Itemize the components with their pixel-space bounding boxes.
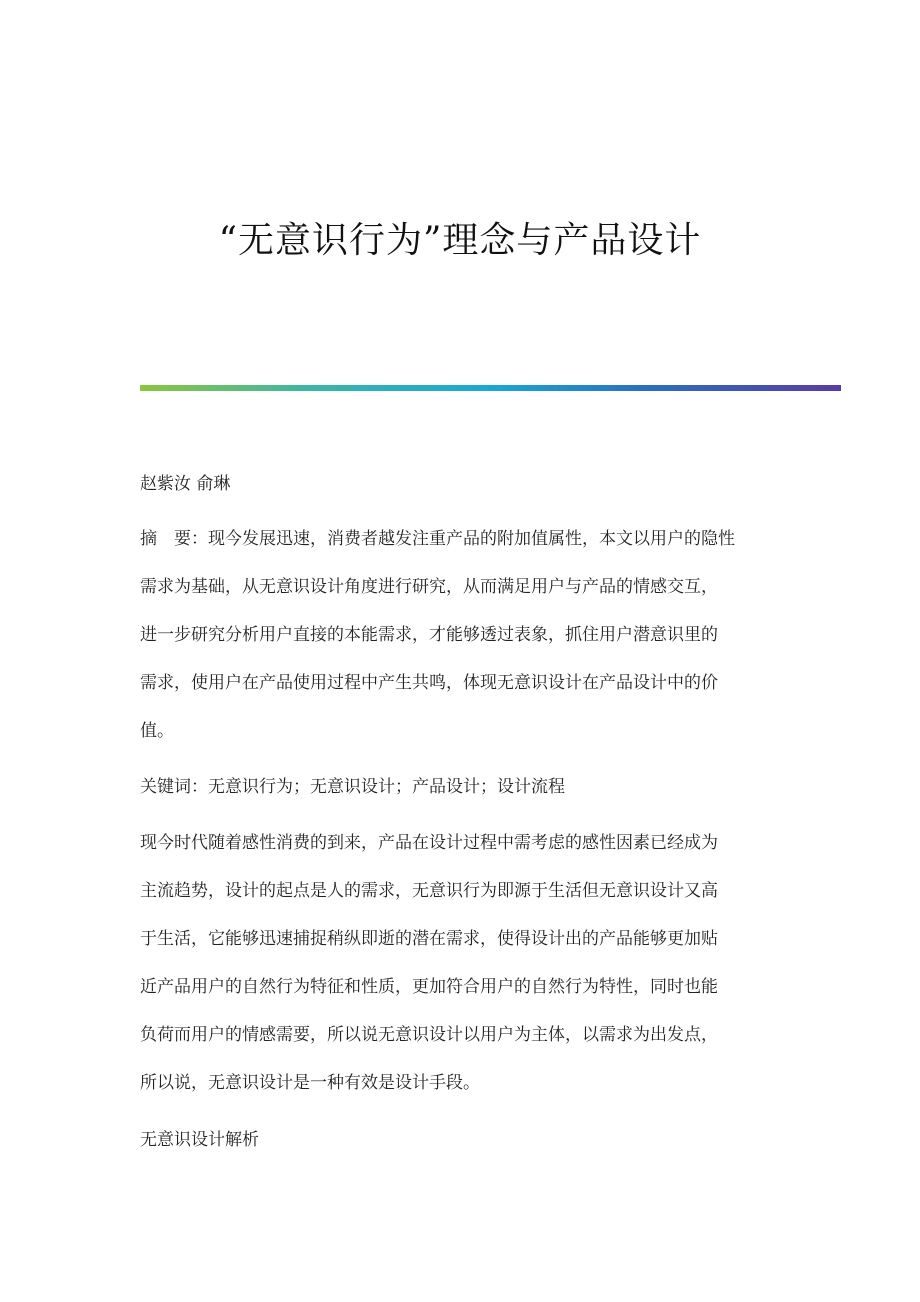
body-paragraph xyxy=(140,831,780,1095)
abstract-line: 值。 xyxy=(140,721,174,741)
keywords-line: 关键词：无意识行为；无意识设计；产品设计；设计流程 xyxy=(140,777,565,797)
abstract xyxy=(140,527,780,743)
document-title: “无意识行为”理念与产品设计 xyxy=(218,220,702,261)
abstract-line: 摘 要：现今发展迅速，消费者越发注重产品的附加值属性，本文以用户的隐性 xyxy=(140,529,735,549)
body-line: 负荷而用户的情感需要，所以说无意识设计以用户为主体，以需求为出发点， xyxy=(140,1025,718,1045)
gradient-divider xyxy=(140,385,841,391)
body-line: 近产品用户的自然行为特征和性质，更加符合用户的自然行为特性，同时也能 xyxy=(140,977,718,997)
body-line: 于生活，它能够迅速捕捉稍纵即逝的潜在需求，使得设计出的产品能够更加贴 xyxy=(140,929,718,949)
abstract-line: 进一步研究分析用户直接的本能需求，才能够透过表象，抓住用户潜意识里的 xyxy=(140,625,718,645)
section-heading xyxy=(140,1128,780,1152)
authors xyxy=(140,472,780,496)
authors-line: 赵紫汝 俞琳 xyxy=(140,474,231,494)
abstract-line: 需求为基础，从无意识设计角度进行研究，从而满足用户与产品的情感交互， xyxy=(140,577,718,597)
body-line: 所以说，无意识设计是一种有效是设计手段。 xyxy=(140,1073,480,1093)
body-line: 现今时代随着感性消费的到来，产品在设计过程中需考虑的感性因素已经成为 xyxy=(140,833,718,853)
section-heading-text: 无意识设计解析 xyxy=(140,1130,259,1150)
keywords xyxy=(140,775,780,799)
abstract-line: 需求，使用户在产品使用过程中产生共鸣，体现无意识设计在产品设计中的价 xyxy=(140,673,718,693)
body-line: 主流趋势，设计的起点是人的需求，无意识行为即源于生活但无意识设计又高 xyxy=(140,881,718,901)
